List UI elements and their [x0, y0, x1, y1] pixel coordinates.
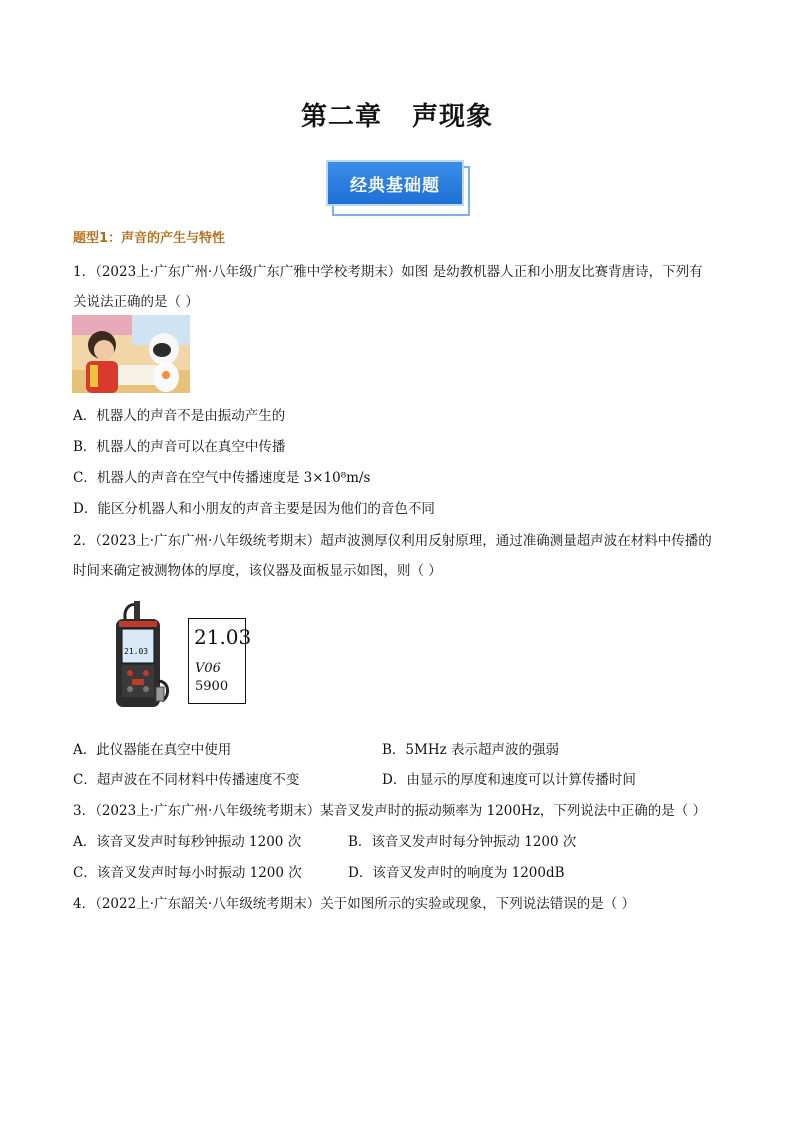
- q2-option-d: D．由显示的厚度和速度可以计算传播时间: [382, 772, 636, 788]
- panel-label: V06: [195, 661, 221, 676]
- q4-stem: 4．（2022上·广东韶关·八年级统考期末）关于如图所示的实验或现象，下列说法错误的是（ ）: [73, 896, 636, 912]
- thickness-gauge-device: [108, 601, 176, 711]
- robot-child-photo: [72, 315, 190, 393]
- q2-option-a: A．此仪器能在真空中使用: [73, 742, 232, 758]
- category-badge: [326, 160, 468, 214]
- q1-option-b: B．机器人的声音可以在真空中传播: [73, 439, 286, 455]
- chapter-number: 第二章: [300, 102, 382, 132]
- q1-stem-line2: 关说法正确的是（ ）: [73, 294, 199, 310]
- q3-stem: 3．（2023上·广东广州·八年级统考期末）某音叉发声时的振动频率为 1200Hz，下列说法中正确的是（ ）: [73, 803, 707, 819]
- q3-option-c: C．该音叉发声时每小时振动 1200 次: [73, 865, 302, 881]
- section-heading: 题型1：声音的产生与特性: [73, 231, 226, 246]
- q1-stem-line1: 1．（2023上·广东广州·八年级广东广雅中学校考期末）如图 是幼教机器人正和小朋友比赛背唐诗，下列有: [73, 264, 703, 280]
- q1-option-c: C．机器人的声音在空气中传播速度是 3×10⁸m/s: [73, 470, 371, 486]
- category-badge-label: 经典基础题: [326, 160, 464, 206]
- q2-option-b: B．5MHz 表示超声波的强弱: [382, 742, 560, 758]
- device-screen-reading: 21.03: [124, 647, 149, 656]
- q3-option-a: A．该音叉发声时每秒钟振动 1200 次: [73, 834, 302, 850]
- q2-stem-line2: 时间来确定被测物体的厚度，该仪器及面板显示如图，则（ ）: [73, 563, 442, 579]
- page-title: [0, 96, 794, 133]
- q3-option-b: B．该音叉发声时每分钟振动 1200 次: [348, 834, 577, 850]
- q2-option-c: C．超声波在不同材料中传播速度不变: [73, 772, 300, 788]
- panel-speed: 5900: [195, 679, 229, 694]
- q3-option-d: D．该音叉发声时的响度为 1200dB: [348, 865, 565, 881]
- display-panel: [188, 618, 252, 704]
- q1-option-d: D．能区分机器人和小朋友的声音主要是因为他们的音色不同: [73, 501, 435, 517]
- q2-stem-line1: 2．（2023上·广东广州·八年级统考期末）超声波测厚仪利用反射原理，通过准确测量超声波在材料中传播的: [73, 533, 712, 549]
- q1-option-a: A．机器人的声音不是由振动产生的: [73, 408, 286, 424]
- panel-reading: 21.03: [194, 625, 252, 649]
- chapter-topic: 声现象: [412, 102, 494, 132]
